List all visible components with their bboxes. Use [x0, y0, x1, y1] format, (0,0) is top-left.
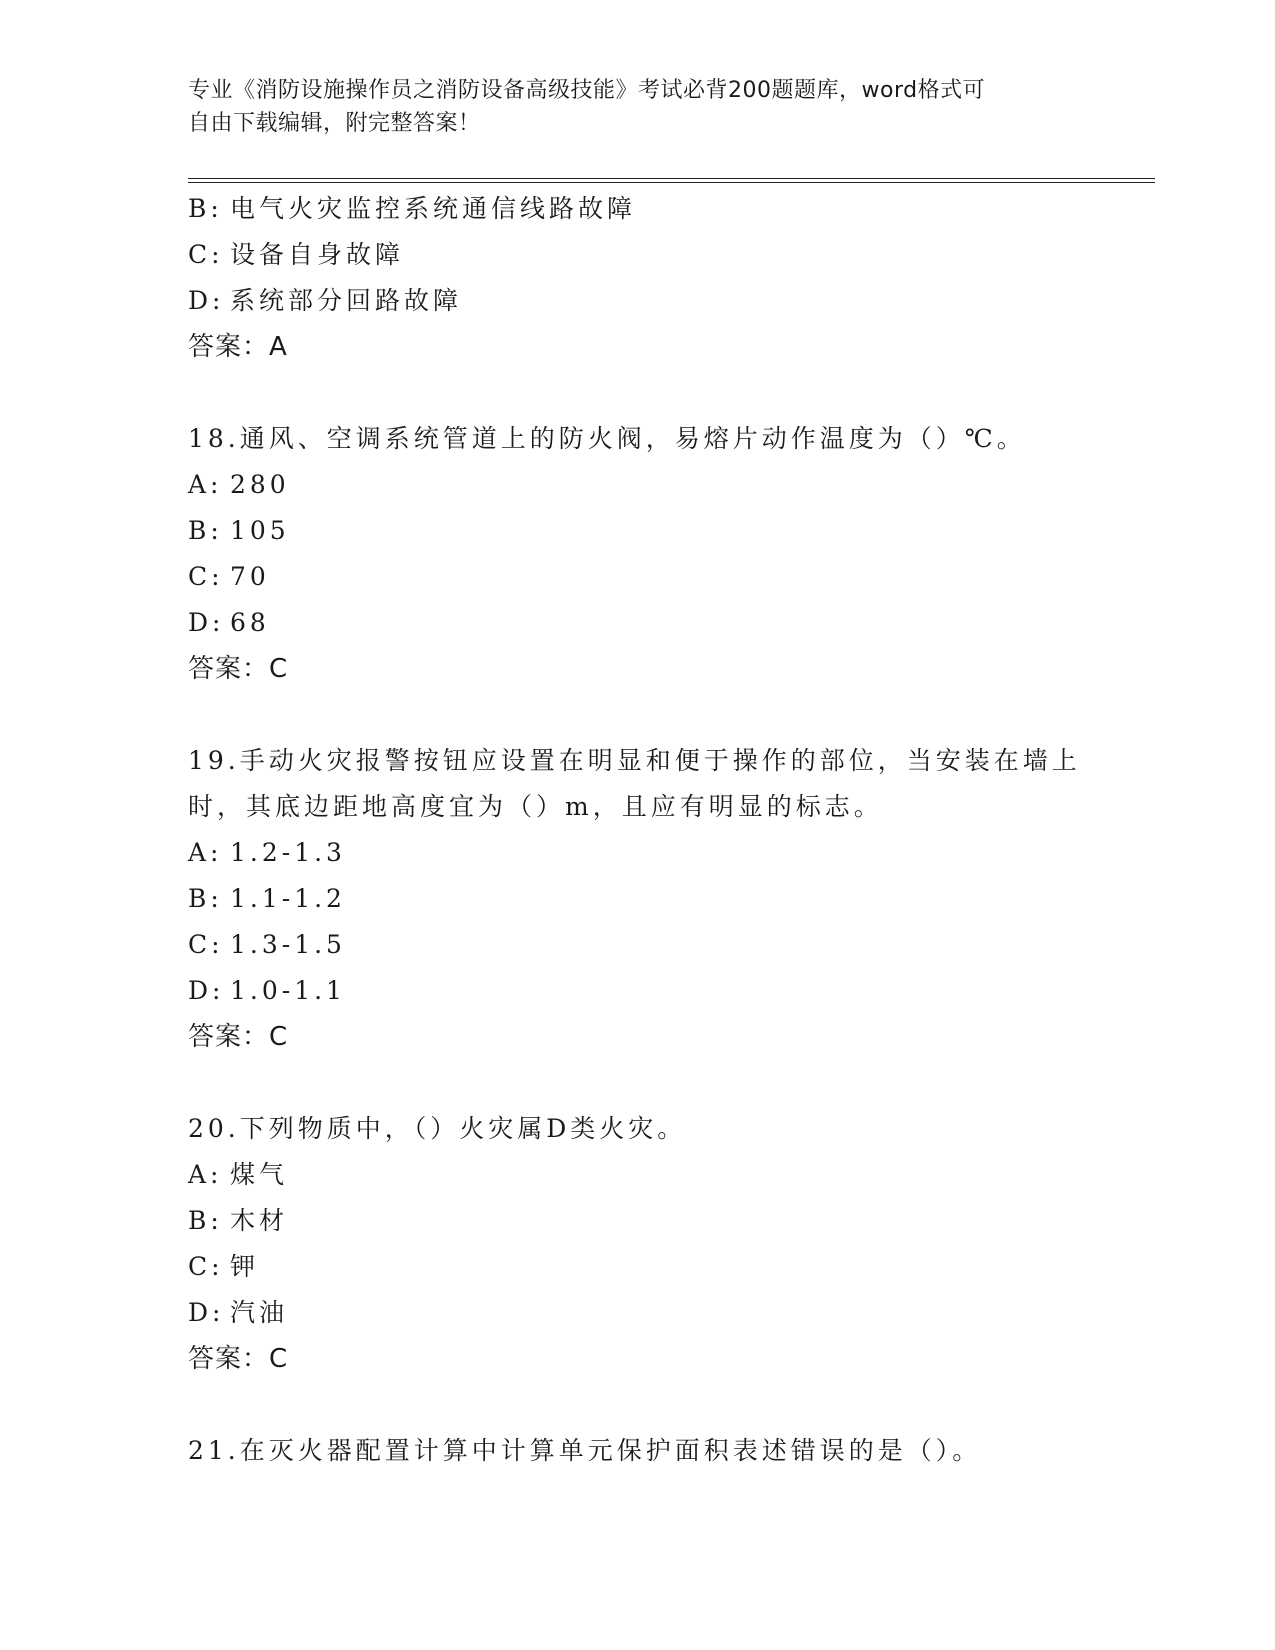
option-text: 70: [230, 562, 270, 591]
option-b: [188, 876, 1148, 922]
question-list: [188, 186, 1148, 1474]
header-divider-top: [188, 178, 1155, 179]
option-c: [188, 554, 1148, 600]
option-label: A:: [188, 838, 223, 867]
option-d: [188, 600, 1148, 646]
question-17-tail: [188, 186, 1148, 370]
option-text: 设备自身故障: [230, 240, 405, 269]
option-text: 电气火灾监控系统通信线路故障: [230, 194, 637, 223]
option-text: 系统部分回路故障: [230, 286, 463, 315]
option-text: 68: [230, 608, 270, 637]
option-text: 木材: [230, 1206, 289, 1235]
option-c: [188, 232, 1148, 278]
option-label: D:: [188, 286, 225, 315]
question-text: 20.下列物质中，（）火灾属D类火灾。: [188, 1114, 687, 1143]
answer: 答案：C: [188, 654, 289, 684]
option-label: D:: [188, 1298, 225, 1327]
question-18: [188, 416, 1148, 692]
question-20: [188, 1106, 1148, 1382]
question-21: [188, 1428, 1148, 1474]
option-text: 1.0-1.1: [230, 976, 346, 1005]
option-label: A:: [188, 1160, 223, 1189]
answer: 答案：C: [188, 1022, 289, 1052]
option-text: 105: [230, 516, 290, 545]
option-label: D:: [188, 976, 225, 1005]
option-b: [188, 186, 1148, 232]
option-label: B:: [188, 194, 223, 223]
option-a: [188, 462, 1148, 508]
option-text: 1.1-1.2: [230, 884, 346, 913]
option-b: [188, 1198, 1148, 1244]
option-c: [188, 922, 1148, 968]
option-d: [188, 1290, 1148, 1336]
option-text: 280: [230, 470, 290, 499]
question-text: 18.通风、空调系统管道上的防火阀，易熔片动作温度为（）℃。: [188, 424, 1026, 453]
document-header: [188, 74, 1088, 140]
header-divider-bottom: [188, 182, 1155, 183]
option-label: C:: [188, 240, 224, 269]
header-title-line-1: 专业《消防设施操作员之消防设备高级技能》考试必背200题题库，word格式可: [188, 78, 986, 103]
option-a: [188, 830, 1148, 876]
option-text: 1.2-1.3: [230, 838, 346, 867]
option-label: B:: [188, 884, 223, 913]
option-text: 1.3-1.5: [230, 930, 346, 959]
option-label: A:: [188, 470, 223, 499]
option-d: [188, 278, 1148, 324]
option-label: B:: [188, 516, 223, 545]
option-label: B:: [188, 1206, 223, 1235]
option-a: [188, 1152, 1148, 1198]
question-text-line-2: 时，其底边距地高度宜为（）m，且应有明显的标志。: [188, 792, 883, 821]
option-label: C:: [188, 562, 224, 591]
option-text: 钾: [230, 1252, 260, 1281]
question-text-line-1: 19.手动火灾报警按钮应设置在明显和便于操作的部位，当安装在墙上: [188, 746, 1081, 775]
option-label: D:: [188, 608, 225, 637]
question-19: [188, 738, 1148, 1060]
option-text: 煤气: [230, 1160, 289, 1189]
option-c: [188, 1244, 1148, 1290]
option-text: 汽油: [230, 1298, 289, 1327]
option-label: C:: [188, 1252, 224, 1281]
answer: 答案：C: [188, 1344, 289, 1374]
option-b: [188, 508, 1148, 554]
answer: 答案：A: [188, 332, 288, 362]
option-d: [188, 968, 1148, 1014]
question-text: 21.在灭火器配置计算中计算单元保护面积表述错误的是（）。: [188, 1436, 982, 1465]
option-label: C:: [188, 930, 224, 959]
header-title-line-2: 自由下载编辑，附完整答案！: [188, 111, 481, 136]
